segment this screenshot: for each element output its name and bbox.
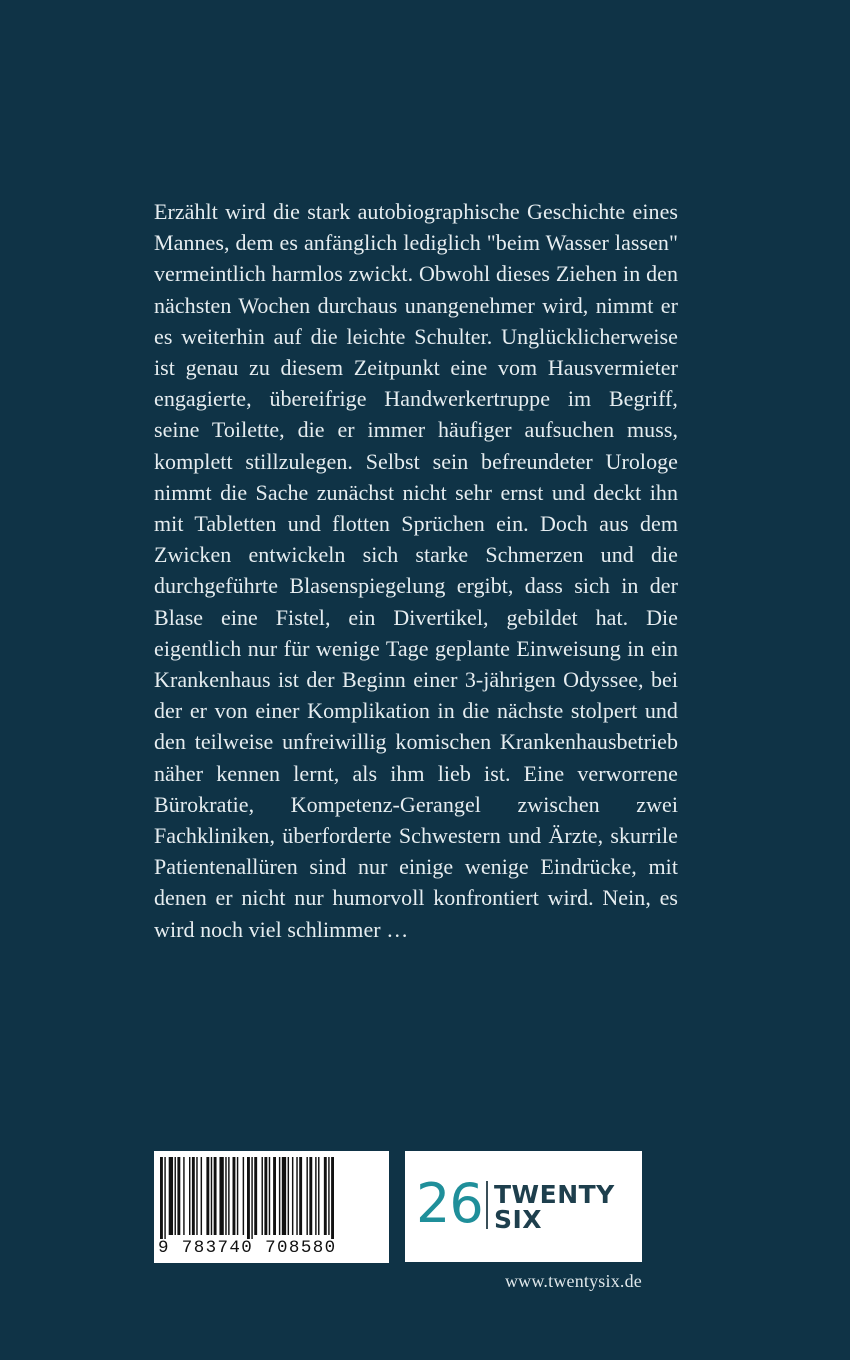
barcode-bar [331,1157,334,1239]
barcode-bar [189,1157,190,1235]
barcode-bar [206,1157,209,1235]
logo-number: 26 [416,1172,483,1235]
barcode-bar [324,1157,327,1235]
logo-word-bottom: SIX [494,1205,543,1234]
barcode-bar [282,1157,286,1235]
barcode-bar [288,1157,289,1235]
barcode-bar [228,1157,229,1235]
barcode-bar [196,1157,197,1235]
barcode-bar [273,1157,276,1235]
barcode-bar [169,1157,173,1235]
barcode-bar [175,1157,176,1235]
logo-word-top: TWENTY [494,1180,615,1209]
barcode-bar [262,1157,263,1235]
barcode-bar [233,1157,236,1235]
publisher-website: www.twentysix.de [504,1271,642,1291]
barcode-bar [219,1157,223,1235]
barcode-bar [269,1157,270,1235]
barcode-bar [306,1157,307,1235]
isbn-barcode [154,1151,389,1263]
barcode-bar [279,1157,280,1235]
barcode-bar [201,1157,202,1235]
barcode-bar [237,1157,238,1235]
barcode-bar [160,1157,163,1239]
barcode-bar [264,1157,267,1235]
barcode-bar [225,1157,226,1235]
barcode-bar [192,1157,195,1235]
barcode-bar [177,1157,180,1235]
isbn-number: 9 783740 708580 [158,1238,337,1258]
barcode-bar [309,1157,312,1235]
barcode-bar [254,1157,257,1235]
barcode-bar [328,1157,329,1235]
logo-divider [486,1181,488,1229]
barcode-bar [183,1157,184,1235]
barcode-bar [243,1157,244,1235]
barcode-bar [247,1157,250,1239]
barcode-bar [296,1157,297,1235]
barcode-bar [214,1157,217,1235]
publisher-logo [405,1151,642,1262]
barcode-bar [292,1157,293,1235]
barcode-bar [164,1157,165,1239]
barcode-bar [318,1157,319,1235]
barcode-bar [251,1157,252,1239]
blurb-text: Erzählt wird die stark autobiographische Geschichte eines Mannes, dem es anfänglich lediglich "beim Wasser lassen" vermeintlich harmlos zwickt. Obwohl dieses Ziehen in den nächsten Wochen durchaus unangenehmer wird, nimmt er es weiterhin auf die leichte Schulter. Unglücklicherweise ist genau zu diesem Zeitpunkt eine vom Hausvermieter engagierte, übereifrige Handwerkertruppe im Begriff, seine Toilette, die er immer häufiger aufsuchen muss, komplett stillzulegen. Selbst sein befreundeter Urologe nimmt die Sache zunächst nicht sehr ernst und deckt ihn mit Tabletten und flotten Sprüchen ein. Doch aus dem Zwicken entwickeln sich starke Schmerzen und die durchgeführte Blasenspiegelung ergibt, dass sich in der Blase eine Fistel, ein Divertikel, gebildet hat. Die eigentlich nur für wenige Tage geplante Einweisung in ein Krankenhaus ist der Beginn einer 3-jährigen Odyssee, bei der er von einer Komplikation in die nächste stolpert und den teilweise unfreiwillig komischen Krankenhausbetrieb näher kennen lernt, als ihm lieb ist. Eine verworrene Bürokratie, Kompetenz-Gerangel zwischen zwei Fachkliniken, überforderte Schwestern und Ärzte, skurrile Patientenallüren sind nur einige wenige Eindrücke, mit denen er nicht nur humorvoll konfrontiert wird. Nein, es wird noch viel schlimmer … [154,199,678,942]
barcode-bar [211,1157,212,1235]
barcode-bar [299,1157,302,1235]
barcode-bar [315,1157,316,1235]
